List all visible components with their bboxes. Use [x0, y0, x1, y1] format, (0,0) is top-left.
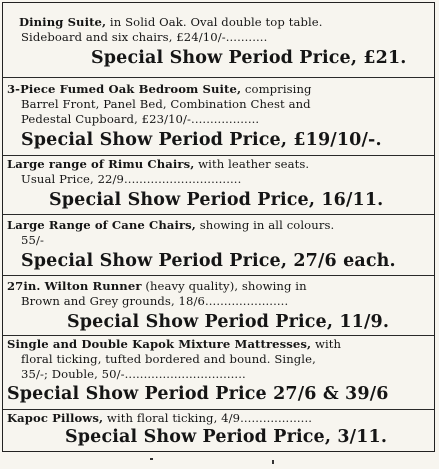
ad-lead: Large range of Rimu Chairs,	[7, 157, 195, 171]
divider	[3, 409, 434, 410]
ad-text-line: Barrel Front, Panel Bed, Combination Chest and	[21, 97, 311, 111]
ad-kapoc-pillows	[3, 411, 434, 448]
ad-lead: Single and Double Kapok Mixture Mattresses,	[7, 337, 312, 351]
ad-cane-chairs	[3, 218, 434, 272]
print-speck	[150, 458, 153, 460]
ad-lead: Large Range of Cane Chairs,	[7, 218, 196, 232]
special-price: Special Show Period Price, £21.	[91, 48, 407, 68]
ad-text-line: (heavy quality), showing in	[141, 279, 307, 293]
ad-description	[3, 279, 434, 309]
divider	[3, 77, 434, 78]
ad-bedroom-suite	[3, 82, 434, 151]
ad-kapok-mattresses	[3, 337, 434, 405]
ad-lead: 3-Piece Fumed Oak Bedroom Suite,	[7, 82, 242, 96]
ad-description	[3, 411, 434, 426]
ad-text-line: Brown and Grey grounds, 18/6......................	[21, 294, 289, 308]
ad-text-line: Pedestal Cupboard, £23/10/-..................	[21, 112, 260, 126]
ad-text-line: showing in all colours.	[195, 218, 335, 232]
ad-description	[3, 337, 434, 382]
divider	[3, 155, 434, 156]
divider	[3, 214, 434, 215]
ad-text-line: with	[311, 337, 342, 351]
special-price: Special Show Period Price, £19/10/-.	[21, 130, 382, 150]
ad-wilton-runner	[3, 279, 434, 333]
divider	[3, 275, 434, 276]
advertisement-panel	[2, 2, 435, 452]
divider	[3, 335, 434, 336]
ad-text-line: comprising	[241, 82, 312, 96]
ad-text-line: 35/-; Double, 50/-................................	[21, 367, 246, 381]
ad-description	[3, 218, 434, 248]
ad-description	[3, 15, 434, 45]
ad-lead: Kapoc Pillows,	[7, 411, 104, 425]
ad-text-line: Usual Price, 22/9...............................	[21, 172, 242, 186]
ad-lead: 27in. Wilton Runner	[7, 279, 142, 293]
ad-text-line: 55/-	[21, 233, 44, 247]
ad-rimu-chairs	[3, 157, 434, 211]
special-price: Special Show Period Price 27/6 & 39/6	[7, 384, 389, 404]
special-price: Special Show Period Price, 16/11.	[49, 190, 384, 210]
ad-description	[3, 157, 434, 187]
ad-text-line: with floral ticking, 4/9...................	[103, 411, 313, 425]
special-price: Special Show Period Price, 27/6 each.	[21, 251, 396, 271]
ad-text-line: floral ticking, tufted bordered and bound. Single,	[21, 352, 316, 366]
ad-description	[3, 82, 434, 127]
ad-text-line: Sideboard and six chairs, £24/10/-...........	[21, 30, 268, 44]
print-speck	[272, 460, 274, 464]
ad-lead: Dining Suite,	[19, 15, 107, 29]
ad-text-line: with leather seats.	[194, 157, 310, 171]
ad-dining-suite	[3, 15, 434, 69]
ad-text-line: in Solid Oak. Oval double top table.	[106, 15, 323, 29]
special-price: Special Show Period Price, 11/9.	[67, 312, 390, 332]
special-price: Special Show Period Price, 3/11.	[65, 427, 388, 447]
